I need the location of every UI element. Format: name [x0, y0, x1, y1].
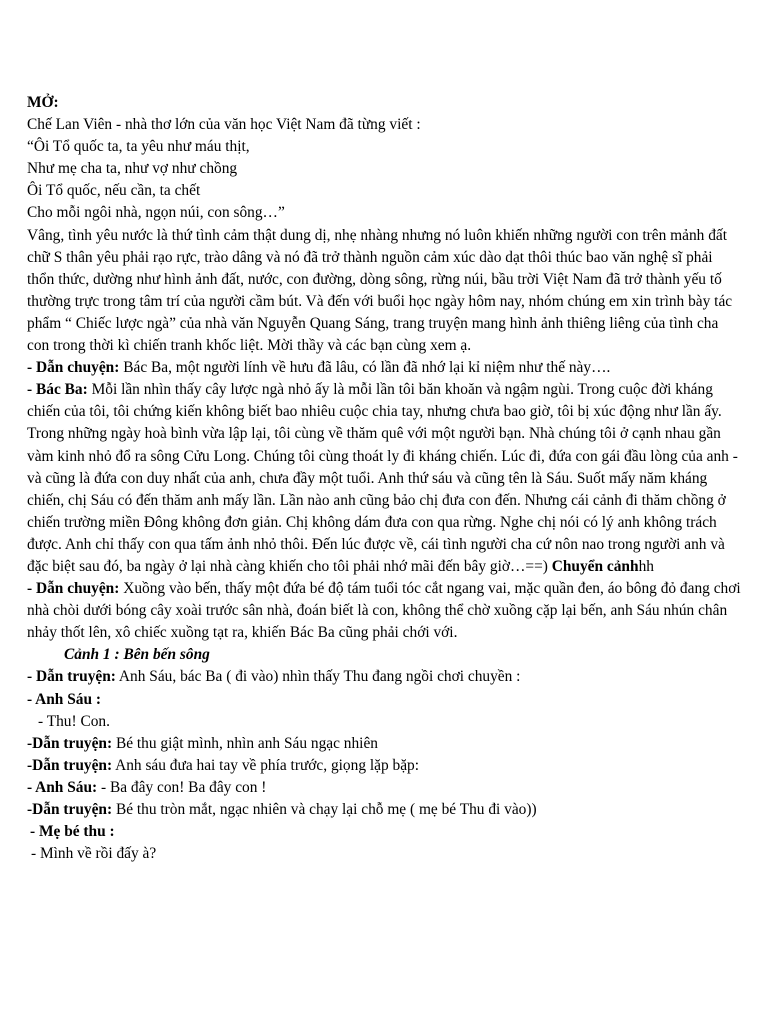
dialogue-line [27, 777, 743, 799]
poem-line: “Ôi Tổ quốc ta, ta yêu như máu thịt, [27, 138, 250, 156]
line-prefix: - [27, 668, 36, 686]
speaker-label: Dẫn truyện: [32, 801, 113, 818]
line-text: Xuồng vào bến, thấy một đứa bé độ tám tuổi tóc cắt ngang vai, mặc quần đen, áo bông đỏ đang chơi nhà chòi dưới bóng cây xoài trước sân nhà, đoán biết là con, không thể chờ xuồng cặp lại bến, anh Sáu nhún chân nhảy thốt lên, xô chiếc xuồng tạt ra, khiến Bác Ba cũng phải chới với. [27, 580, 741, 642]
dialogue-line [27, 666, 743, 688]
line-text: Mỗi lần nhìn thấy cây lược ngà nhỏ ấy là mỗi lần tôi băn khoăn và ngậm ngùi. Trong cuộc đời kháng chiến của tôi, tôi chứng kiến không biết bao nhiêu cuộc chia tay, nhưng chưa bao giờ, tôi bị xúc động như lần ấy. Trong những ngày hoà bình vừa lập lại, tôi cùng về thăm quê với một người bạn. Nhà chúng tôi ở cạnh nhau gần vàm kinh nhỏ đổ ra sông Cửu Long. Chúng tôi cùng thoát ly đi kháng chiến. Lúc đi, đứa con gái đầu lòng của anh - và cũng là đứa con duy nhất của anh, chưa đầy một tuổi. Anh thứ sáu và cũng tên là Sáu. Suốt mấy năm kháng chiến, chị Sáu có đến thăm anh mấy lần. Lần nào anh cũng bảo chị đưa con đến. Nhưng cái cảnh đi thăm chồng ở chiến trường miền Đông không đơn giản. Chị không dám đưa con qua rừng. Nghe chị nói có lý anh không trách được. Anh chỉ thấy con qua tấm ảnh nhỏ thôi. Đến lúc được về, cái tình người cha cứ nôn nao trong người anh và đặc biệt sau đó, ba ngày ở lại nhà càng khiến cho tôi phải nhớ mãi đến bây giờ…==) [27, 381, 738, 575]
line-text: Bác Ba, một người lính về hưu đã lâu, có lần đã nhớ lại kỉ niệm như thế này…. [119, 359, 611, 377]
bac-ba-monologue [27, 379, 743, 578]
line-text: Anh Sáu, bác Ba ( đi vào) nhìn thấy Thu đang ngồi chơi chuyền : [115, 668, 521, 686]
speaker-label: Dẫn truyện: [35, 668, 116, 686]
dialogue-speech: - Mình về rồi đấy à? [31, 845, 157, 863]
speaker-label: Bác Ba: [35, 381, 88, 399]
line-prefix: - [27, 756, 33, 774]
speaker-label: Dẫn chuyện: [35, 359, 120, 377]
dialogue-speech: - Thu! Con. [38, 712, 110, 730]
line-text: Bé thu giật mình, nhìn anh Sáu ngạc nhiên [112, 734, 378, 752]
section-heading: MỞ: [27, 94, 59, 111]
line-tail: hh [638, 557, 654, 575]
speaker-label: Dẫn chuyện: [35, 580, 120, 598]
line-prefix: - [27, 778, 36, 796]
dialogue-line [27, 799, 743, 821]
speaker-label: Anh Sáu : [35, 690, 101, 708]
scene-change-label: Chuyển cảnh [551, 557, 639, 575]
line-prefix: - [30, 823, 39, 841]
line-prefix: - [27, 734, 33, 752]
document-page [27, 92, 743, 865]
speaker-label: Dẫn truyện: [32, 756, 113, 774]
dialogue-line [27, 689, 743, 711]
line-prefix: - [27, 690, 36, 708]
intro-line: Chế Lan Viên - nhà thơ lớn của văn học Việt Nam đã từng viết : [27, 116, 421, 134]
line-text: - Ba đây con! Ba đây con ! [97, 778, 267, 796]
dialogue-line [27, 733, 743, 755]
poem-line: Ôi Tổ quốc, nếu cần, ta chết [27, 182, 201, 200]
line-prefix: - [27, 580, 36, 598]
line-text: Anh sáu đưa hai tay về phía trước, giọng lặp bặp: [112, 756, 420, 774]
dialogue-line [27, 821, 743, 843]
scene-title: Cảnh 1 : Bên bến sông [64, 646, 210, 664]
line-text: Bé thu tròn mắt, ngạc nhiên và chạy lại chỗ mẹ ( mẹ bé Thu đi vào)) [112, 801, 537, 818]
narration-line [27, 357, 743, 379]
dialogue-line [27, 755, 743, 777]
narration-line [27, 578, 743, 644]
line-prefix: - [27, 359, 36, 377]
speaker-label: Anh Sáu: [35, 778, 98, 796]
poem-line: Như mẹ cha ta, như vợ như chồng [27, 160, 238, 178]
line-prefix: - [27, 801, 33, 818]
poem-line: Cho mỗi ngôi nhà, ngọn núi, con sông…” [27, 204, 285, 222]
opening-paragraph: Vâng, tình yêu nước là thứ tình cảm thật dung dị, nhẹ nhàng nhưng nó luôn khiến những người con trên mảnh đất chữ S thân yêu phải rạo rực, trào dâng và nó đã trở thành nguồn cảm xúc dào dạt thôi thúc bao văn nghệ sĩ phải thổn thức, dường như hình ảnh đất, nước, con đường, dòng sông, rừng núi, bầu trời Việt Nam đã trở thành yếu tố thường trực trong tâm trí của người cầm bút. Và đến với buổi học ngày hôm nay, nhóm chúng em xin trình bày tác phẩm “ Chiếc lược ngà” của nhà văn Nguyễn Quang Sáng, trang truyện mang hình ảnh thiêng liêng của tình cha con trong thời kì chiến tranh khốc liệt. Mời thầy và các bạn cùng xem ạ. [27, 226, 733, 355]
line-prefix: - [27, 381, 36, 399]
speaker-label: Dẫn truyện: [32, 734, 113, 752]
speaker-label: Mẹ bé thu : [38, 823, 115, 841]
